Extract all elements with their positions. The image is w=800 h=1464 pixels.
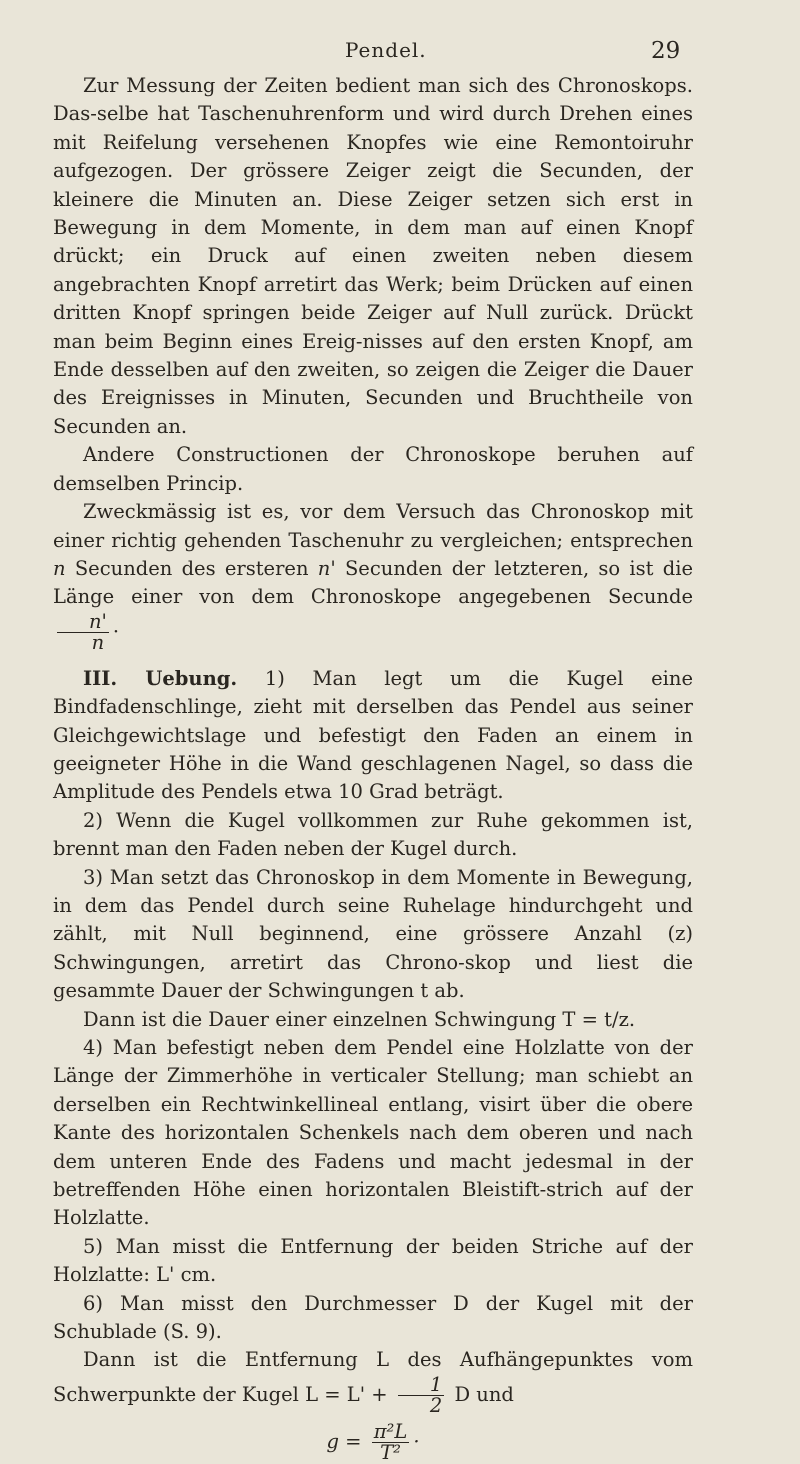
step-6: 6) Man misst den Durchmesser D der Kugel mit der Schublade (S. 9). xyxy=(53,1291,693,1344)
step-1: III. Uebung. 1) Man legt um die Kugel eine Bindfadenschlinge, zieht mit derselben das Pendel aus seiner Gleichgewichtslage und befestigt den Faden an einem in geeigneter Höhe in die Wand geschlagenen Nagel, so dass die Amplitude des Pendels etwa 10 Grad beträgt. xyxy=(53,666,694,804)
fraction-one-half: $\frac{1}{2}$ xyxy=(398,1375,444,1416)
paragraph-vergleich: Zweckmässig ist es, vor dem Versuch das Chronoskop mit einer richtig gehenden Taschenuhr zu vergleichen; entsprechen n Secunden des ersteren n' Secunden der letzteren, so ist die Länge einer von dem Chronoskope angegebenen Secunde $\frac{n'}{n}$ · xyxy=(53,500,693,654)
paragraph-chronoskop: Zur Messung der Zeiten bedient man sich des Chronoskops. Das-selbe hat Taschenuhrenform und wird durch Drehen eines mit Reifelung versehenen Knopfes wie eine Remontoiruhr aufgezogen. Der grössere Zeiger zeigt die Secunden, der kleinere die Minuten an. Diese Zeiger setzen sich erst in Bewegung in dem Momente, in dem man auf einen Knopf drückt; ein Druck auf einen zweiten neben diesem angebrachten Knopf arretirt das Werk; beim Drücken auf einen dritten Knopf springen beide Zeiger auf Null zurück. Drückt man beim Beginn eines Ereig-nisses auf den ersten Knopf, am Ende desselben auf den zweiten, so zeigen die Zeiger die Dauer des Ereignisses in Minuten, Secunden und Bruchtheile von Secunden an. xyxy=(53,74,693,438)
step-4: 4) Man befestigt neben dem Pendel eine Holzlatte von der Länge der Zimmerhöhe in verticaler Stellung; man schiebt an derselben ein Rechtwinkellineal entlang, visirt über die obere Kante des horizontalen Schenkels nach dem oberen und nach dem unteren Ende des Fadens und macht jedesmal in der betreffenden Höhe einen horizontalen Bleistift-strich auf der Holzlatte. xyxy=(53,1036,693,1230)
fraction-n-prime-over-n: $\frac{n'}{n}$ xyxy=(57,612,109,653)
variable-n-prime: n' xyxy=(317,556,336,580)
fraction-pi-squared-l-over-t-squared: $\frac{\text{π²L}}{\text{T²}}$ xyxy=(373,1419,408,1464)
step-5: 5) Man misst die Entfernung der beiden Striche auf der Holzlatte: L' cm. xyxy=(53,1234,693,1287)
variable-n: n xyxy=(53,556,66,580)
body-text xyxy=(53,72,693,1463)
section-heading: III. Uebung. xyxy=(83,666,238,690)
step-2: 2) Wenn die Kugel vollkommen zur Ruhe gekommen ist, brennt man den Faden neben der Kugel durch. xyxy=(53,808,693,861)
paragraph-constructionen: Andere Constructionen der Chronoskope beruhen auf demselben Princip. xyxy=(53,443,693,495)
formula-g: g = $\frac{\text{π²L}}{\text{T²}}$ · xyxy=(326,1419,420,1464)
step-7: Dann ist die Entfernung L des Aufhängepunktes vom Schwerpunkte der Kugel L = L' + $\frac{1}{2}$ D und xyxy=(53,1348,693,1417)
page-header xyxy=(0,24,800,64)
step-3-result: Dann ist die Dauer einer einzelnen Schwingung T = t/z. xyxy=(83,1007,636,1031)
running-title: Pendel. xyxy=(345,38,427,62)
page-number: 29 xyxy=(651,38,681,64)
step-3: 3) Man setzt das Chronoskop in dem Momente in Bewegung, in dem das Pendel durch seine Ruhelage hindurchgeht und zählt, mit Null beginnend, eine grössere Anzahl (z) Schwingungen, arretirt das Chrono-skop und liest die gesammte Dauer der Schwingungen t ab. xyxy=(53,865,693,1003)
